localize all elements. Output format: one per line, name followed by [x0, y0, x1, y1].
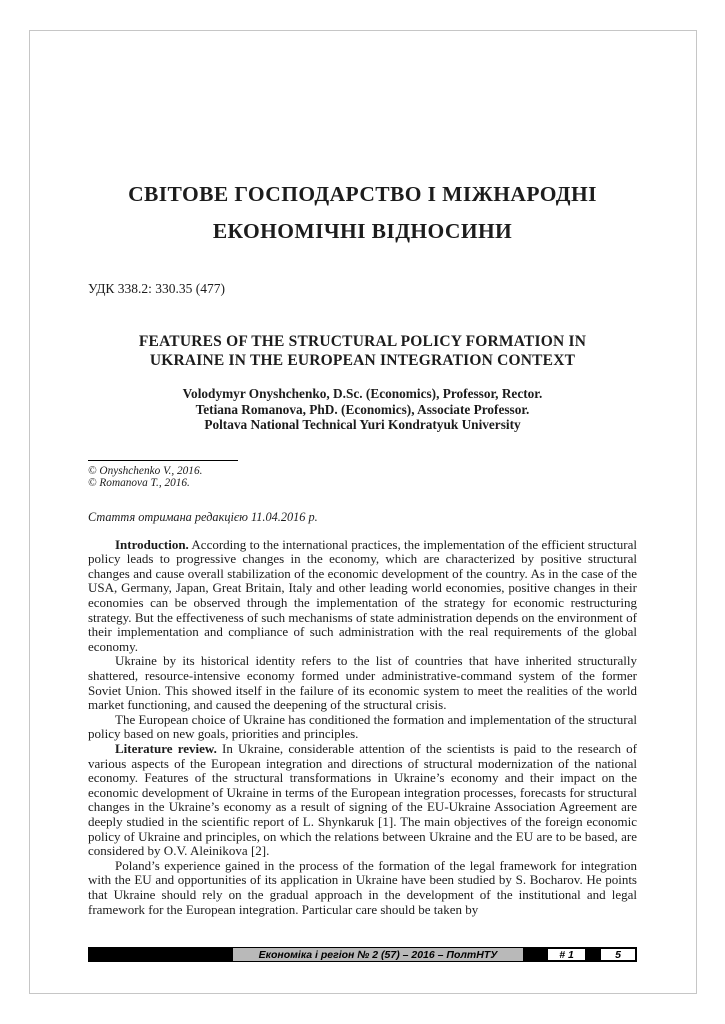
section-title-line1: СВІТОВЕ ГОСПОДАРСТВО І МІЖНАРОДНІ [128, 182, 597, 206]
article-title-line1: FEATURES OF THE STRUCTURAL POLICY FORMATION IN [138, 333, 587, 350]
article-title [88, 332, 637, 370]
paragraph [88, 742, 637, 859]
affiliation-line: Poltava National Technical Yuri Kondratyuk University [204, 417, 521, 432]
paragraph-text: Ukraine by its historical identity refers to the list of countries that have inherited structurally shattered, resource-intensive economy formed under administrative-command system of the former Soviet Union. This showed itself in the failure of its economic system to meet the realities of the world market functioning, and caused the deepening of the structural crisis. [88, 653, 637, 713]
section-title-line2: ЕКОНОМІЧНІ ВІДНОСИНИ [212, 219, 513, 243]
udk-code: УДК 338.2: 330.35 (477) [88, 281, 226, 296]
footnote-rule [88, 460, 238, 461]
paragraph-text: In Ukraine, considerable attention of the scientists is paid to the research of various aspects of the European integration and directions of structural modernization of the national economy. Features of the structural transformations in Ukraine’s economy and their impact on the economic development of Ukraine in terms of the European integration processes, forecasts for structural changes in the Ukraine’s economy as a result of signing of the EU-Ukraine Association Agreement are deeply studied in the scientific report of L. Shynkaruk [1]. The main objectives of the foreign economic policy of Ukraine and principles, on which the relations between Ukraine and the EU are to be based, are considered by O.V. Aleinikova [2]. [88, 741, 637, 859]
footer-spacer [89, 948, 233, 961]
copyright-line: © Onyshchenko V., 2016. [88, 464, 203, 477]
footer-issue-number: # 1 [547, 948, 586, 961]
authors-block [88, 386, 637, 433]
paragraph [88, 654, 637, 712]
received-date-note: Стаття отримана редакцією 11.04.2016 р. [88, 509, 318, 524]
page-footer [88, 947, 637, 962]
section-title [88, 176, 637, 250]
paragraph [88, 859, 637, 917]
copyright-line: © Romanova T., 2016. [88, 477, 190, 490]
paragraph-text: Poland’s experience gained in the process of the formation of the legal framework for integration with the EU and opportunities of its application in Ukraine have been studied by S. Bocharov. He points that Ukraine should rely on the gradual approach in the development of the institutional and legal framework for the European integration. Particular care should be taken by [88, 857, 637, 917]
article-content [88, 0, 637, 917]
author-line: Tetiana Romanova, PhD. (Economics), Associate Professor. [195, 401, 530, 417]
paragraph [88, 713, 637, 742]
footer-journal-title: Економіка і регіон № 2 (57) – 2016 – ПолтНТУ [233, 948, 523, 961]
paragraph [88, 538, 637, 655]
footer-page-number: 5 [600, 948, 636, 961]
copyright-footnote [88, 460, 637, 490]
paragraph-lead: Literature review. [115, 741, 217, 756]
paragraph-text: According to the international practices, the implementation of the efficient structural policy leads to progressive changes in the economy, which are characterized by positive structural changes and cause overall stabilization of the economic development of the country. As in the case of the USA, Germany, Japan, Great Britain, Italy and other leading world economies, positive changes in their economies can be observed through the implementation of the strategy for economic restructuring strategy. But the effectiveness of such mechanisms of state administration depends on the environment of their implementation and compliance of such administration with the real requirements of the global economy. [88, 536, 637, 654]
author-line: Volodymyr Onyshchenko, D.Sc. (Economics), Professor, Rector. [182, 386, 543, 401]
footer-spacer [586, 948, 600, 961]
paragraph-text: The European choice of Ukraine has conditioned the formation and implementation of the structural policy based on new goals, priorities and principles. [88, 711, 637, 742]
footer-spacer [523, 948, 547, 961]
article-body [88, 538, 637, 917]
article-title-line2: UKRAINE IN THE EUROPEAN INTEGRATION CONTEXT [149, 352, 576, 369]
paragraph-lead: Introduction. [115, 536, 189, 552]
